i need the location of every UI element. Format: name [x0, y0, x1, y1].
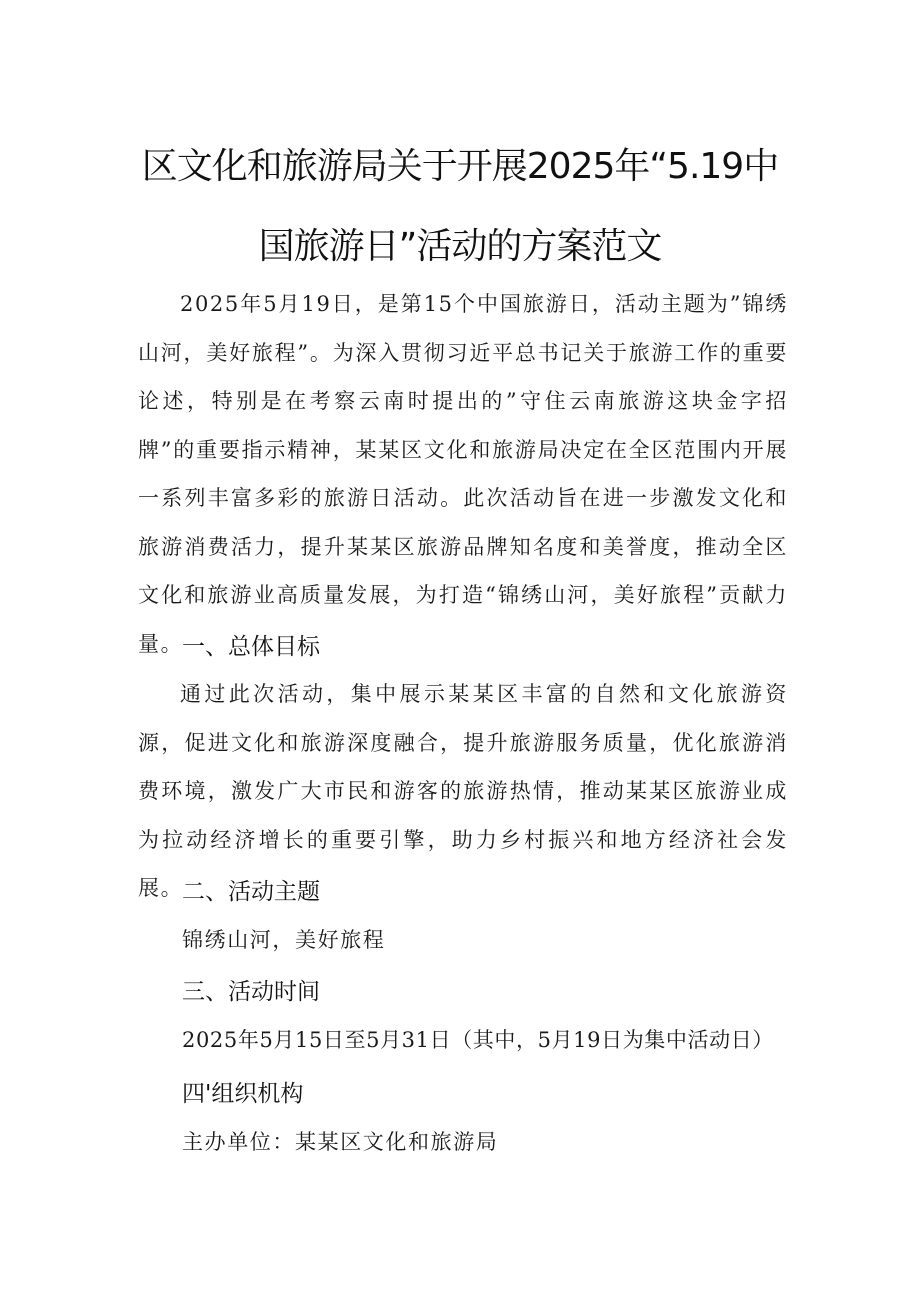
section-body-overall-goal: 通过此次活动，集中展示某某区丰富的自然和文化旅游资源，促进文化和旅游深度融合，提升旅游服务质量，优化旅游消费环境，激发广大市民和游客的旅游热情，推动某某区旅游业成为拉动经济增长的重要引擎，助力乡村振兴和地方经济社会发展。	[138, 682, 788, 900]
document-title-line-1: 区文化和旅游局关于开展2025年“5.19中	[141, 146, 779, 187]
section-heading-overall-goal: 一、总体目标	[182, 634, 320, 660]
section-body-organization: 主办单位：某某区文化和旅游局	[182, 1130, 499, 1154]
section-body-activity-time: 2025年5月15日至5月31日（其中，5月19日为集中活动日）	[182, 1028, 774, 1052]
document-title-line-2: 国旅游日”活动的方案范文	[258, 226, 662, 267]
section-heading-organization: 四'组织机构	[182, 1081, 304, 1107]
section-body-activity-theme: 锦绣山河，美好旅程	[182, 928, 386, 952]
section-heading-activity-time: 三、活动时间	[182, 979, 320, 1005]
section-heading-activity-theme: 二、活动主题	[182, 879, 320, 905]
intro-paragraph: 2025年5月19日，是第15个中国旅游日，活动主题为”锦绣山河，美好旅程”。为深入贯彻习近平总书记关于旅游工作的重要论述，特别是在考察云南时提出的”守住云南旅游这块金字招牌”的重要指示精神，某某区文化和旅游局决定在全区范围内开展一系列丰富多彩的旅游日活动。此次活动旨在进一步激发文化和旅游消费活力，提升某某区旅游品牌知名度和美誉度，推动全区文化和旅游业高质量发展，为打造“锦绣山河，美好旅程”贡献力量。	[138, 292, 788, 656]
